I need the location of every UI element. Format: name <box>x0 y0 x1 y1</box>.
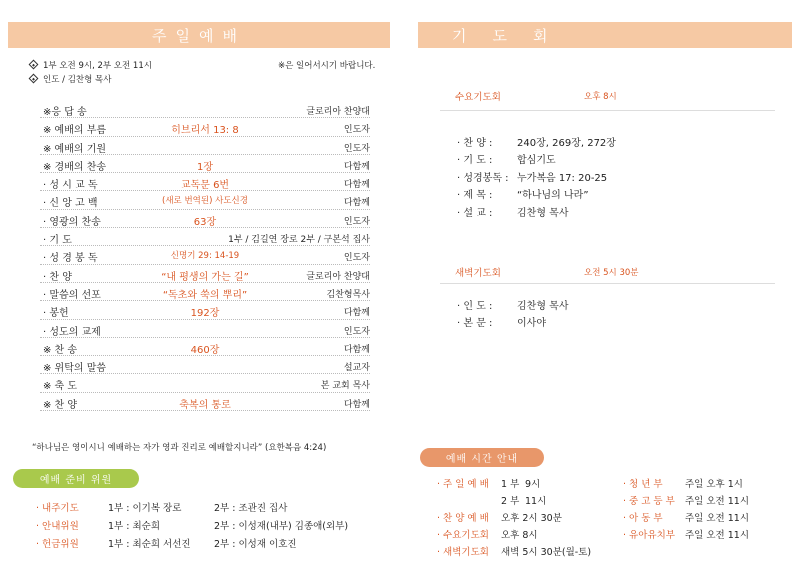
order-item-leader: 인도자 <box>343 216 370 227</box>
order-of-service <box>40 100 370 411</box>
order-item-name: ※ 경배의 찬송 <box>43 161 107 173</box>
prep-first-service: 1부 : 최순희 <box>108 521 160 532</box>
order-item-detail: “내 평생의 가는 길” <box>161 271 249 283</box>
order-item-detail: 교독문 6번 <box>180 180 230 192</box>
prep-committee-title: 예배 준비 위원 <box>13 469 139 488</box>
prayer-item-label: · 찬 양 : <box>457 138 493 149</box>
order-item-leader: 다함께 <box>343 180 370 191</box>
service-time-label: · 아 동 부 <box>623 513 663 524</box>
prep-role: · 내주기도 <box>36 503 79 514</box>
order-row <box>40 137 370 155</box>
order-row <box>40 155 370 173</box>
prayer-item-label: · 본 문 : <box>457 318 493 330</box>
order-item-leader: 다함께 <box>343 344 370 355</box>
order-row <box>40 210 370 228</box>
prayer-item-value: 누가복음 17: 20-25 <box>517 172 608 184</box>
order-item-name: · 성 경 봉 독 <box>43 253 98 265</box>
order-item-detail: 1장 <box>196 161 214 173</box>
order-item-detail: 히브리서 13: 8 <box>171 125 239 137</box>
service-time-value: 오후 2시 30분 <box>501 513 562 524</box>
order-row <box>40 301 370 319</box>
order-item-leader: 글로리아 찬양대 <box>306 107 370 117</box>
prayer-header <box>418 22 792 48</box>
standing-note: ※은 일어서시기 바랍니다. <box>278 61 376 71</box>
order-item-leader: 김찬형목사 <box>326 289 370 300</box>
order-item-detail: 192장 <box>190 308 220 320</box>
order-item-leader: 인도자 <box>343 326 370 337</box>
order-row <box>40 265 370 283</box>
worship-header <box>8 22 390 48</box>
service-time-value: 주일 오전 11시 <box>685 513 750 524</box>
prep-role: · 안내위원 <box>36 521 79 532</box>
order-row <box>40 356 370 374</box>
prayer-item-value: 합심기도 <box>517 155 556 167</box>
order-item-detail: 460장 <box>190 344 220 356</box>
order-row <box>40 173 370 191</box>
order-item-name: · 성도의 교제 <box>43 326 101 338</box>
service-time-value: 주일 오전 11시 <box>685 496 750 507</box>
service-time-label: · 중 고 등 부 <box>623 496 675 507</box>
order-item-leader: 글로리아 찬양대 <box>306 271 370 282</box>
service-time-value: 주일 오전 11시 <box>685 530 750 541</box>
order-item-leader: 인도자 <box>343 253 370 264</box>
service-time-label: · 수요기도회 <box>437 530 489 541</box>
order-item-name: ※ 찬 송 <box>43 344 78 356</box>
prayer-item-label: · 성경봉독 : <box>457 172 509 184</box>
prep-first-service: 1부 : 최순희 서선진 <box>108 539 191 550</box>
order-item-name: ※ 찬 양 <box>43 399 78 411</box>
diamond-bullet-icon <box>29 74 39 84</box>
order-item-detail: “독초와 쑥의 뿌리” <box>162 289 248 301</box>
order-item-name: · 기 도 <box>43 235 72 247</box>
service-leader: 인도 / 김찬형 목사 <box>30 73 111 85</box>
order-row <box>40 246 370 264</box>
divider <box>440 283 775 284</box>
order-item-name: · 말씀의 선포 <box>43 289 101 301</box>
order-item-leader: 다함께 <box>343 399 370 410</box>
order-item-detail: (새로 번역된) 사도신경 <box>162 196 248 207</box>
prayer-item-label: · 인 도 : <box>457 301 493 312</box>
order-item-name: · 찬 양 <box>43 271 72 283</box>
prep-role: · 헌금위원 <box>36 539 79 550</box>
diamond-bullet-icon <box>29 60 39 70</box>
prayer-item-label: · 제 목 : <box>457 190 493 202</box>
service-time-label: · 청 년 부 <box>623 479 663 490</box>
prayer-item-value: “하나님의 나라” <box>517 190 589 202</box>
wednesday-prayer-time: 오후 8시 <box>584 92 617 102</box>
order-item-name: ※ 축 도 <box>43 381 78 393</box>
order-item-leader: 다함께 <box>343 198 370 209</box>
order-item-leader: 다함께 <box>343 308 370 319</box>
order-item-name: · 영광의 찬송 <box>43 216 101 228</box>
order-row <box>40 191 370 209</box>
order-item-detail: 신명기 29: 14-19 <box>170 251 240 262</box>
service-time-label: · 새벽기도회 <box>437 547 489 558</box>
service-time-value: 주일 오후 1시 <box>685 479 743 490</box>
prayer-header-title: 기도회 <box>452 26 574 45</box>
prayer-item-value: 김찬형 목사 <box>517 301 569 312</box>
prep-second-service: 2부 : 이성재 이호진 <box>214 539 297 550</box>
prep-first-service: 1부 : 이기복 장로 <box>108 503 182 514</box>
prep-second-service: 2부 : 조관진 집사 <box>214 503 288 514</box>
order-row <box>40 228 370 246</box>
order-row <box>40 393 370 411</box>
service-time-label: · 찬 양 예 배 <box>437 513 489 524</box>
order-item-name: · 봉헌 <box>43 308 69 320</box>
order-item-leader: 1부 / 김길연 장로 2부 / 구본석 집사 <box>228 235 370 246</box>
service-time-value: 9시 <box>525 479 541 490</box>
order-item-leader: 인도자 <box>343 125 370 136</box>
order-row <box>40 320 370 338</box>
order-item-leader: 다함께 <box>343 161 370 172</box>
service-time-value: 새벽 5시 30분(월-토) <box>501 547 592 558</box>
service-time-part: 2 부 <box>501 496 520 507</box>
prayer-item-value: 김찬형 목사 <box>517 207 569 219</box>
order-row <box>40 283 370 301</box>
prayer-item-value: 이사야 <box>517 318 546 330</box>
service-time-label: · 유아유치부 <box>623 530 675 541</box>
order-item-leader: 설교자 <box>343 363 370 374</box>
wednesday-prayer-title: 수요기도회 <box>455 92 501 103</box>
order-row <box>40 118 370 136</box>
divider <box>440 110 775 111</box>
order-row <box>40 374 370 392</box>
order-item-name: ※ 예배의 부름 <box>43 125 107 137</box>
order-row <box>40 100 370 118</box>
dawn-prayer-time: 오전 5시 30분 <box>584 268 639 278</box>
scripture-quote: “하나님은 영이시니 예배하는 자가 영과 진리로 예배할지니라” (요한복음 4:24) <box>32 443 327 453</box>
order-item-name: · 신 앙 고 백 <box>43 198 98 210</box>
order-item-leader: 인도자 <box>343 143 370 154</box>
order-item-detail: 축복의 통로 <box>179 399 231 411</box>
order-item-name: · 성 시 교 독 <box>43 180 98 192</box>
order-item-leader: 본 교회 목사 <box>320 381 370 392</box>
service-time-part: 1 부 <box>501 479 520 490</box>
service-times-title: 예배 시간 안내 <box>420 448 544 467</box>
service-times: 1부 오전 9시, 2부 오전 11시 <box>30 59 152 71</box>
order-item-name: ※응 답 송 <box>43 107 87 118</box>
order-item-name: ※ 예배의 기원 <box>43 143 107 155</box>
service-time-value: 11시 <box>525 496 547 507</box>
prayer-item-value: 240장, 269장, 272장 <box>517 138 616 149</box>
prep-second-service: 2부 : 이성재(내부) 김종애(외부) <box>214 521 349 532</box>
service-time-value: 오후 8시 <box>501 530 538 541</box>
dawn-prayer-title: 새벽기도회 <box>455 268 501 279</box>
order-item-detail: 63장 <box>193 216 217 228</box>
prayer-item-label: · 기 도 : <box>457 155 493 167</box>
prayer-item-label: · 설 교 : <box>457 207 493 219</box>
service-time-label: · 주 일 예 배 <box>437 479 489 490</box>
order-item-name: ※ 위탁의 말씀 <box>43 363 107 375</box>
order-row <box>40 338 370 356</box>
worship-header-title: 주일예배 <box>152 26 246 45</box>
